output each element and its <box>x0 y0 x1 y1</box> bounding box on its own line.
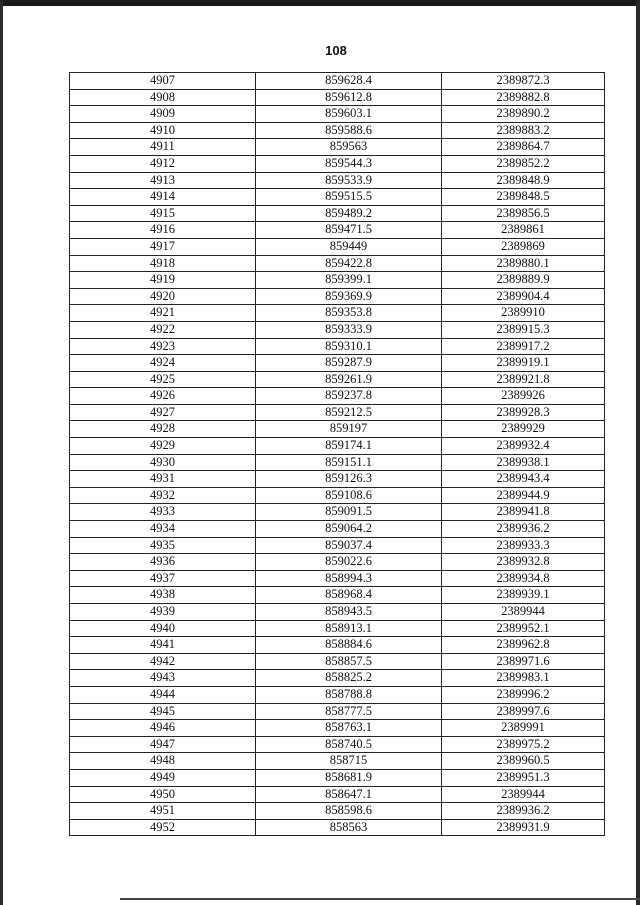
table-row <box>70 321 605 338</box>
x-coordinate-cell: 859603.1 <box>256 106 442 123</box>
point-number-cell: 4937 <box>70 570 256 587</box>
point-number-cell: 4944 <box>70 686 256 703</box>
x-coordinate-cell: 859489.2 <box>256 205 442 222</box>
table-row <box>70 355 605 372</box>
table-row <box>70 338 605 355</box>
point-number-cell: 4933 <box>70 504 256 521</box>
table-row <box>70 421 605 438</box>
y-coordinate-cell: 2389919.1 <box>442 355 605 372</box>
y-coordinate-cell: 2389943.4 <box>442 471 605 488</box>
x-coordinate-cell: 859333.9 <box>256 321 442 338</box>
x-coordinate-cell: 858740.5 <box>256 736 442 753</box>
x-coordinate-cell: 858777.5 <box>256 703 442 720</box>
x-coordinate-cell: 859515.5 <box>256 189 442 206</box>
y-coordinate-cell: 2389852.2 <box>442 155 605 172</box>
x-coordinate-cell: 858763.1 <box>256 720 442 737</box>
x-coordinate-cell: 858788.8 <box>256 686 442 703</box>
point-number-cell: 4949 <box>70 769 256 786</box>
table-row <box>70 803 605 820</box>
y-coordinate-cell: 2389944.9 <box>442 487 605 504</box>
table-row <box>70 587 605 604</box>
y-coordinate-cell: 2389864.7 <box>442 139 605 156</box>
x-coordinate-cell: 859108.6 <box>256 487 442 504</box>
y-coordinate-cell: 2389848.9 <box>442 172 605 189</box>
point-number-cell: 4916 <box>70 222 256 239</box>
y-coordinate-cell: 2389941.8 <box>442 504 605 521</box>
table-row <box>70 570 605 587</box>
y-coordinate-cell: 2389889.9 <box>442 272 605 289</box>
point-number-cell: 4914 <box>70 189 256 206</box>
table-row <box>70 604 605 621</box>
x-coordinate-cell: 859544.3 <box>256 155 442 172</box>
y-coordinate-cell: 2389931.9 <box>442 819 605 836</box>
table-row <box>70 471 605 488</box>
y-coordinate-cell: 2389983.1 <box>442 670 605 687</box>
x-coordinate-cell: 858647.1 <box>256 786 442 803</box>
point-number-cell: 4919 <box>70 272 256 289</box>
point-number-cell: 4945 <box>70 703 256 720</box>
scan-edge-bottom <box>120 898 640 900</box>
y-coordinate-cell: 2389944 <box>442 604 605 621</box>
y-coordinate-cell: 2389936.2 <box>442 521 605 538</box>
x-coordinate-cell: 859197 <box>256 421 442 438</box>
x-coordinate-cell: 859612.8 <box>256 89 442 106</box>
y-coordinate-cell: 2389939.1 <box>442 587 605 604</box>
x-coordinate-cell: 859422.8 <box>256 255 442 272</box>
table-row <box>70 305 605 322</box>
x-coordinate-cell: 858825.2 <box>256 670 442 687</box>
table-row <box>70 272 605 289</box>
table-row <box>70 620 605 637</box>
scan-edge-right <box>636 0 640 905</box>
y-coordinate-cell: 2389952.1 <box>442 620 605 637</box>
point-number-cell: 4911 <box>70 139 256 156</box>
table-row <box>70 487 605 504</box>
y-coordinate-cell: 2389917.2 <box>442 338 605 355</box>
point-number-cell: 4943 <box>70 670 256 687</box>
y-coordinate-cell: 2389872.3 <box>442 73 605 90</box>
point-number-cell: 4909 <box>70 106 256 123</box>
x-coordinate-cell: 859212.5 <box>256 404 442 421</box>
point-number-cell: 4913 <box>70 172 256 189</box>
point-number-cell: 4939 <box>70 604 256 621</box>
point-number-cell: 4950 <box>70 786 256 803</box>
page-number: 108 <box>325 43 347 58</box>
point-number-cell: 4934 <box>70 521 256 538</box>
x-coordinate-cell: 859022.6 <box>256 554 442 571</box>
x-coordinate-cell: 859533.9 <box>256 172 442 189</box>
x-coordinate-cell: 858681.9 <box>256 769 442 786</box>
scan-edge-left <box>0 0 3 905</box>
point-number-cell: 4915 <box>70 205 256 222</box>
y-coordinate-cell: 2389997.6 <box>442 703 605 720</box>
y-coordinate-cell: 2389928.3 <box>442 404 605 421</box>
x-coordinate-cell: 858857.5 <box>256 653 442 670</box>
y-coordinate-cell: 2389929 <box>442 421 605 438</box>
point-number-cell: 4921 <box>70 305 256 322</box>
x-coordinate-cell: 859126.3 <box>256 471 442 488</box>
point-number-cell: 4928 <box>70 421 256 438</box>
point-number-cell: 4907 <box>70 73 256 90</box>
y-coordinate-cell: 2389933.3 <box>442 537 605 554</box>
y-coordinate-cell: 2389960.5 <box>442 753 605 770</box>
table-row <box>70 172 605 189</box>
point-number-cell: 4912 <box>70 155 256 172</box>
table-row <box>70 736 605 753</box>
table-row <box>70 288 605 305</box>
point-number-cell: 4930 <box>70 454 256 471</box>
point-number-cell: 4936 <box>70 554 256 571</box>
y-coordinate-cell: 2389921.8 <box>442 371 605 388</box>
point-number-cell: 4947 <box>70 736 256 753</box>
y-coordinate-cell: 2389936.2 <box>442 803 605 820</box>
table-row <box>70 786 605 803</box>
x-coordinate-cell: 858994.3 <box>256 570 442 587</box>
x-coordinate-cell: 859369.9 <box>256 288 442 305</box>
y-coordinate-cell: 2389975.2 <box>442 736 605 753</box>
point-number-cell: 4942 <box>70 653 256 670</box>
table-row <box>70 703 605 720</box>
y-coordinate-cell: 2389934.8 <box>442 570 605 587</box>
table-row <box>70 89 605 106</box>
point-number-cell: 4929 <box>70 438 256 455</box>
table-row <box>70 122 605 139</box>
y-coordinate-cell: 2389890.2 <box>442 106 605 123</box>
coordinates-table <box>69 72 605 836</box>
table-row <box>70 438 605 455</box>
x-coordinate-cell: 859588.6 <box>256 122 442 139</box>
table-row <box>70 205 605 222</box>
table-row <box>70 653 605 670</box>
x-coordinate-cell: 859310.1 <box>256 338 442 355</box>
point-number-cell: 4940 <box>70 620 256 637</box>
table-row <box>70 769 605 786</box>
x-coordinate-cell: 859261.9 <box>256 371 442 388</box>
point-number-cell: 4946 <box>70 720 256 737</box>
table-row <box>70 388 605 405</box>
table-row <box>70 255 605 272</box>
coordinates-table-body <box>70 73 605 836</box>
table-row <box>70 371 605 388</box>
x-coordinate-cell: 859237.8 <box>256 388 442 405</box>
table-row <box>70 554 605 571</box>
point-number-cell: 4951 <box>70 803 256 820</box>
y-coordinate-cell: 2389883.2 <box>442 122 605 139</box>
point-number-cell: 4935 <box>70 537 256 554</box>
y-coordinate-cell: 2389938.1 <box>442 454 605 471</box>
point-number-cell: 4910 <box>70 122 256 139</box>
table-row <box>70 222 605 239</box>
x-coordinate-cell: 859353.8 <box>256 305 442 322</box>
x-coordinate-cell: 858563 <box>256 819 442 836</box>
point-number-cell: 4917 <box>70 238 256 255</box>
y-coordinate-cell: 2389962.8 <box>442 637 605 654</box>
table-row <box>70 155 605 172</box>
y-coordinate-cell: 2389882.8 <box>442 89 605 106</box>
x-coordinate-cell: 859037.4 <box>256 537 442 554</box>
point-number-cell: 4931 <box>70 471 256 488</box>
point-number-cell: 4920 <box>70 288 256 305</box>
y-coordinate-cell: 2389996.2 <box>442 686 605 703</box>
table-row <box>70 537 605 554</box>
x-coordinate-cell: 858598.6 <box>256 803 442 820</box>
x-coordinate-cell: 858715 <box>256 753 442 770</box>
scan-edge-top <box>0 0 640 6</box>
table-row <box>70 670 605 687</box>
table-row <box>70 139 605 156</box>
y-coordinate-cell: 2389932.4 <box>442 438 605 455</box>
table-row <box>70 521 605 538</box>
y-coordinate-cell: 2389926 <box>442 388 605 405</box>
point-number-cell: 4926 <box>70 388 256 405</box>
x-coordinate-cell: 859064.2 <box>256 521 442 538</box>
x-coordinate-cell: 859563 <box>256 139 442 156</box>
table-row <box>70 454 605 471</box>
table-row <box>70 73 605 90</box>
y-coordinate-cell: 2389880.1 <box>442 255 605 272</box>
table-row <box>70 106 605 123</box>
x-coordinate-cell: 858968.4 <box>256 587 442 604</box>
x-coordinate-cell: 859628.4 <box>256 73 442 90</box>
y-coordinate-cell: 2389861 <box>442 222 605 239</box>
point-number-cell: 4952 <box>70 819 256 836</box>
table-row <box>70 686 605 703</box>
point-number-cell: 4938 <box>70 587 256 604</box>
y-coordinate-cell: 2389944 <box>442 786 605 803</box>
point-number-cell: 4923 <box>70 338 256 355</box>
y-coordinate-cell: 2389915.3 <box>442 321 605 338</box>
table-row <box>70 819 605 836</box>
table-row <box>70 504 605 521</box>
point-number-cell: 4927 <box>70 404 256 421</box>
point-number-cell: 4948 <box>70 753 256 770</box>
point-number-cell: 4918 <box>70 255 256 272</box>
y-coordinate-cell: 2389951.3 <box>442 769 605 786</box>
table-row <box>70 720 605 737</box>
y-coordinate-cell: 2389910 <box>442 305 605 322</box>
x-coordinate-cell: 859091.5 <box>256 504 442 521</box>
table-row <box>70 238 605 255</box>
point-number-cell: 4925 <box>70 371 256 388</box>
y-coordinate-cell: 2389932.8 <box>442 554 605 571</box>
table-row <box>70 404 605 421</box>
y-coordinate-cell: 2389904.4 <box>442 288 605 305</box>
x-coordinate-cell: 859151.1 <box>256 454 442 471</box>
table-row <box>70 189 605 206</box>
x-coordinate-cell: 858943.5 <box>256 604 442 621</box>
point-number-cell: 4908 <box>70 89 256 106</box>
y-coordinate-cell: 2389856.5 <box>442 205 605 222</box>
x-coordinate-cell: 859449 <box>256 238 442 255</box>
y-coordinate-cell: 2389869 <box>442 238 605 255</box>
point-number-cell: 4922 <box>70 321 256 338</box>
point-number-cell: 4924 <box>70 355 256 372</box>
x-coordinate-cell: 859471.5 <box>256 222 442 239</box>
y-coordinate-cell: 2389848.5 <box>442 189 605 206</box>
table-row <box>70 753 605 770</box>
point-number-cell: 4941 <box>70 637 256 654</box>
x-coordinate-cell: 858884.6 <box>256 637 442 654</box>
x-coordinate-cell: 858913.1 <box>256 620 442 637</box>
x-coordinate-cell: 859287.9 <box>256 355 442 372</box>
x-coordinate-cell: 859174.1 <box>256 438 442 455</box>
y-coordinate-cell: 2389971.6 <box>442 653 605 670</box>
table-row <box>70 637 605 654</box>
point-number-cell: 4932 <box>70 487 256 504</box>
y-coordinate-cell: 2389991 <box>442 720 605 737</box>
x-coordinate-cell: 859399.1 <box>256 272 442 289</box>
